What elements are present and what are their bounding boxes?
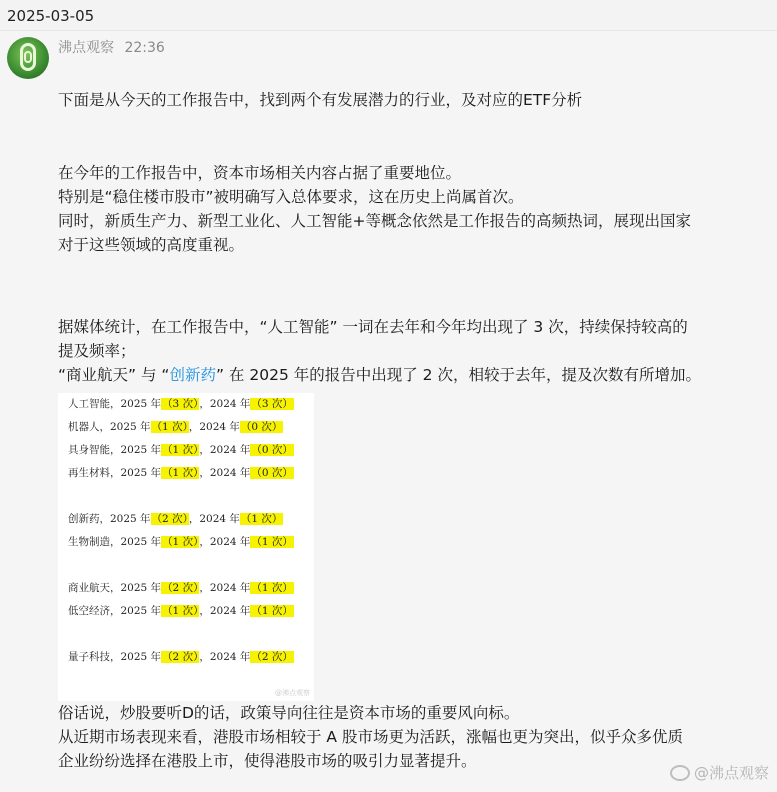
image-row: 生物制造，2025 年（1 次），2024 年（1 次） [68, 536, 293, 548]
image-row: 人工智能，2025 年（3 次），2024 年（3 次） [68, 398, 293, 410]
image-watermark: @沸点观察 [275, 689, 310, 697]
author-line [58, 37, 165, 57]
weibo-watermark: @沸点观察 [670, 762, 769, 783]
post-image[interactable] [58, 393, 314, 701]
post-paragraph-4: 俗话说，炒股要听D的话，政策导向往往是资本市场的重要风向标。 从近期市场表现来看，港股市场相较于 A 股市场更为活跃，涨幅也更为突出，似乎众多优质 企业纷纷选择在港股上市，使得港股市场的吸引力显著提升。 [58, 704, 683, 770]
image-row: 再生材料，2025 年（1 次），2024 年（0 次） [68, 467, 293, 479]
post-paragraph-2: 据媒体统计，在工作报告中，“人工智能” 一词在去年和今年均出现了 3 次，持续保持较高的 提及频率； “商业航天” 与 “创新药” 在 2025 年的报告中出现了 2 次，相较于去年，提及次数有所增加。 [58, 315, 758, 387]
weibo-logo-icon [670, 765, 690, 781]
topic-link[interactable]: 创新药 [169, 366, 216, 384]
post-paragraph-1: 在今年的工作报告中，资本市场相关内容占据了重要地位。 特别是“稳住楼市股市”被明确写入总体要求，这在历史上尚属首次。 同时，新质生产力、新型工业化、人工智能+等概念依然是工作报告的高频热词，展现出国家 对于这些领域的高度重视。 [58, 164, 691, 254]
image-row: 低空经济，2025 年（1 次），2024 年（1 次） [68, 605, 293, 617]
author-name[interactable]: 沸点观察 [58, 40, 114, 56]
post-date: 2025-03-05 [7, 7, 95, 25]
post-card [0, 30, 777, 792]
image-row: 创新药，2025 年（2 次），2024 年（1 次） [68, 513, 283, 525]
image-row: 商业航天，2025 年（2 次），2024 年（1 次） [68, 582, 293, 594]
image-row: 具身智能，2025 年（1 次），2024 年（0 次） [68, 444, 293, 456]
image-row: 机器人，2025 年（1 次），2024 年（0 次） [68, 421, 283, 433]
avatar[interactable] [7, 37, 49, 79]
post-intro: 下面是从今天的工作报告中，找到两个有发展潜力的行业，及对应的ETF分析 [58, 91, 583, 109]
post-time: 22:36 [124, 40, 165, 56]
image-row: 量子科技，2025 年（2 次），2024 年（2 次） [68, 651, 293, 663]
post-paragraph-3: “商业航天” 与 “创新药” 在 2025 年的报告中出现了 2 次，相较于去年，提及次数有所增加。 [58, 366, 701, 384]
